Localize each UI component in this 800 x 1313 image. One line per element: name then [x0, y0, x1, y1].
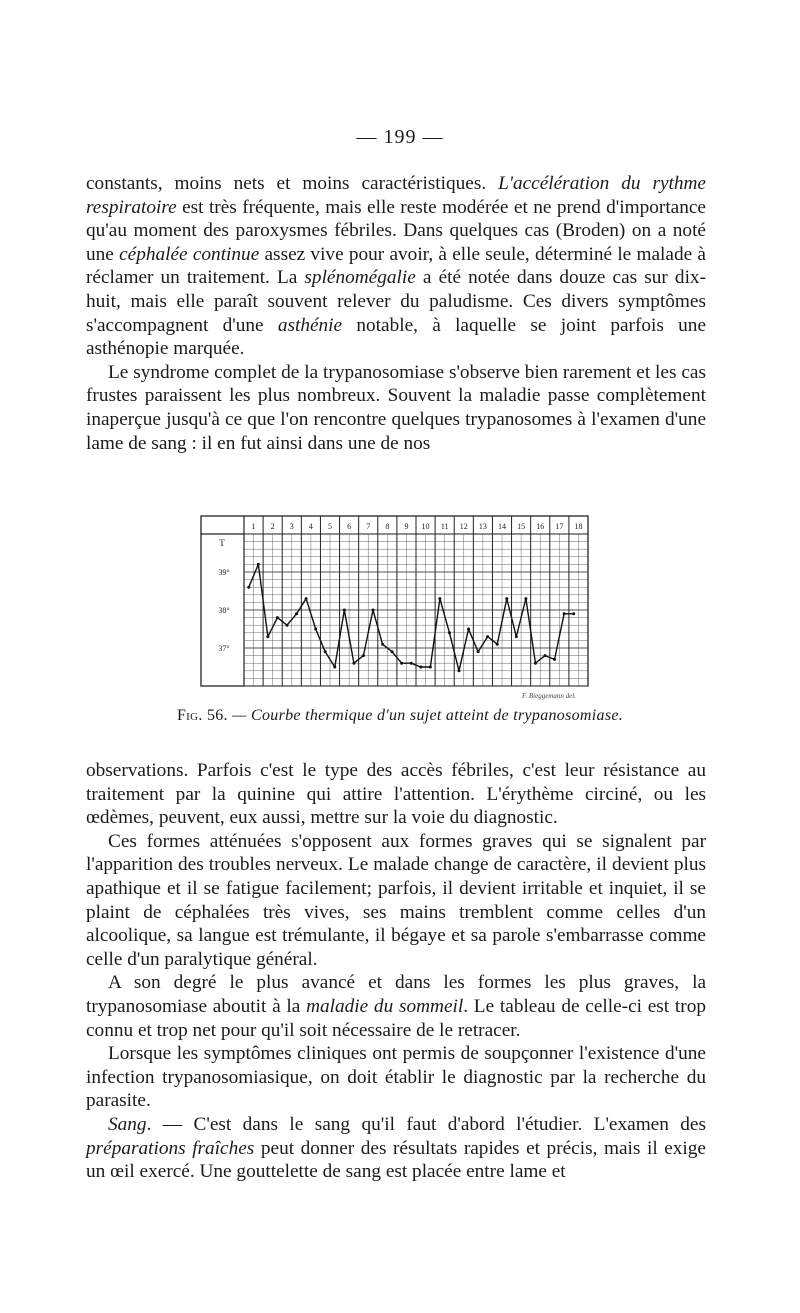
- data-point: [563, 612, 566, 615]
- data-point: [286, 624, 289, 627]
- text-run: peut donner des résultats rapides et précis, mais il exige un œil exercé. Une gouttelette de sang est placée entre lame et: [86, 1137, 706, 1183]
- data-point: [544, 654, 547, 657]
- day-label: 16: [536, 522, 545, 531]
- day-label: 8: [385, 522, 390, 531]
- data-point: [257, 563, 260, 566]
- day-label: 12: [459, 522, 468, 531]
- italic-term: asthénie: [277, 314, 343, 336]
- data-point: [266, 635, 269, 638]
- text-run: . — C'est dans le sang qu'il faut d'abord l'étudier. L'examen des: [146, 1113, 706, 1135]
- data-point: [505, 597, 508, 600]
- data-point: [362, 654, 365, 657]
- data-point: [305, 597, 308, 600]
- figure-caption: [0, 707, 800, 725]
- paragraph: [86, 971, 706, 1042]
- page-number: — 199 —: [356, 126, 444, 148]
- data-point: [314, 628, 317, 631]
- day-label: 17: [555, 522, 564, 531]
- data-point: [400, 662, 403, 665]
- data-point: [276, 616, 279, 619]
- text-run: notable, à laquelle se joint parfois une asthénopie marquée.: [86, 314, 706, 360]
- paragraph: [86, 172, 706, 361]
- data-point: [324, 650, 327, 653]
- caption-text: Courbe thermique d'un sujet atteint de trypanosomiase.: [251, 707, 624, 724]
- y-tick-label: 39°: [218, 568, 230, 577]
- text-run: Ces formes atténuées s'opposent aux formes graves qui se signalent par l'apparition des troubles nerveux. Le malade change de caractère, il devient plus apathique et il se fatigue facilement; parfois, il devient irritable et inquiet, il se plaint de céphalées très vives, ses mains tremblent comme celles d'un alcoolique, sa langue est trémulante, il bégaye et sa parole s'embarrasse comme celle d'un paralytique général.: [86, 830, 706, 970]
- text-run: observations. Parfois c'est le type des accès fébriles, c'est leur résistance au traitement par la quinine qui attire l'attention. L'érythème circiné, ou les œdèmes, peuvent, eux aussi, mettre sur la voie du diagnostic.: [86, 760, 706, 829]
- italic-term: L'accélération du rythme respiratoire: [86, 173, 706, 218]
- temperature-chart: [200, 514, 592, 694]
- data-point: [372, 609, 375, 612]
- data-point: [419, 666, 422, 669]
- text-block-top: [86, 172, 706, 455]
- day-label: 9: [404, 522, 409, 531]
- italic-term: céphalée continue: [119, 243, 260, 265]
- data-point: [534, 662, 537, 665]
- y-axis-label: T: [219, 538, 225, 548]
- text-run: constants, moins nets et moins caractéristiques.: [86, 173, 499, 194]
- italic-term: splénomégalie: [304, 267, 416, 289]
- data-point: [410, 662, 413, 665]
- day-label: 3: [289, 522, 294, 531]
- day-label: 10: [421, 522, 430, 531]
- day-label: 6: [347, 522, 352, 531]
- text-run: . Le tableau de celle-ci est trop connu et trop net pour qu'il soit nécessaire de le retracer.: [86, 995, 706, 1041]
- data-point: [343, 609, 346, 612]
- italic-term: maladie du sommeil: [306, 995, 464, 1017]
- paragraph: [86, 1042, 706, 1113]
- text-run: Lorsque les symptômes cliniques ont permis de soupçonner l'existence d'une infection trypanosomiasique, on doit établir le diagnostic par la recherche du parasite.: [86, 1043, 706, 1112]
- italic-term: préparations fraîches: [86, 1137, 255, 1159]
- day-label: 7: [366, 522, 371, 531]
- data-point: [333, 666, 336, 669]
- data-point: [496, 643, 499, 646]
- day-label: 5: [328, 522, 332, 531]
- italic-term: Sang: [108, 1113, 147, 1135]
- y-tick-label: 37°: [218, 644, 230, 653]
- day-label: 2: [270, 522, 275, 531]
- day-label: 14: [498, 522, 506, 531]
- data-point: [524, 597, 527, 600]
- day-label: 15: [517, 522, 526, 531]
- data-point: [429, 666, 432, 669]
- text-run: Le syndrome complet de la trypanosomiase s'observe bien rarement et les cas frustes paraissent les plus nombreux. Souvent la maladie passe complètement inaperçue jusqu'à ce que l'on rencontre quelques trypanosomes à l'examen d'une lame de sang : il en fut ainsi dans une de nos: [86, 361, 706, 454]
- text-run: assez vive pour avoir, à elle seule, déterminé le malade à réclamer un traitement. La: [86, 243, 706, 289]
- text-run: est très fréquente, mais elle reste modérée et ne prend d'importance qu'au moment des paroxysmes fébriles. Dans quelques cas (Broden) on a noté une: [86, 196, 706, 265]
- data-point: [391, 650, 394, 653]
- day-label: 18: [574, 522, 583, 531]
- data-point: [515, 635, 518, 638]
- day-label: 4: [308, 522, 313, 531]
- data-point: [295, 612, 298, 615]
- figure-label: Fig. 56.: [176, 707, 228, 724]
- text-run: a été notée dans douze cas sur dix-huit, mais elle paraît souvent relever du paludisme. Ces divers symptômes s'accompagnent d'une: [86, 267, 706, 336]
- data-point: [553, 658, 556, 661]
- paragraph: [86, 830, 706, 972]
- text-run: A son degré le plus avancé et dans les formes les plus graves, la trypanosomiase aboutit à la: [86, 972, 706, 1017]
- data-point: [438, 597, 441, 600]
- data-point: [448, 631, 451, 634]
- engraver-signature: F. Bieggemann del.: [522, 692, 576, 700]
- data-point: [572, 612, 575, 615]
- paragraph: [86, 361, 706, 455]
- data-point: [381, 643, 384, 646]
- data-point: [477, 650, 480, 653]
- paragraph: [86, 1113, 706, 1184]
- data-point: [486, 635, 489, 638]
- paragraph: [86, 759, 706, 830]
- data-point: [467, 628, 470, 631]
- day-label: 11: [440, 522, 449, 531]
- day-label: 13: [478, 522, 487, 531]
- temperature-chart-figure: [200, 514, 592, 694]
- text-block-bottom: [86, 759, 706, 1184]
- data-point: [247, 586, 250, 589]
- y-tick-label: 38°: [218, 606, 230, 615]
- data-point: [458, 669, 461, 672]
- data-point: [352, 662, 355, 665]
- caption-dash: —: [232, 707, 247, 724]
- day-label: 1: [251, 522, 256, 531]
